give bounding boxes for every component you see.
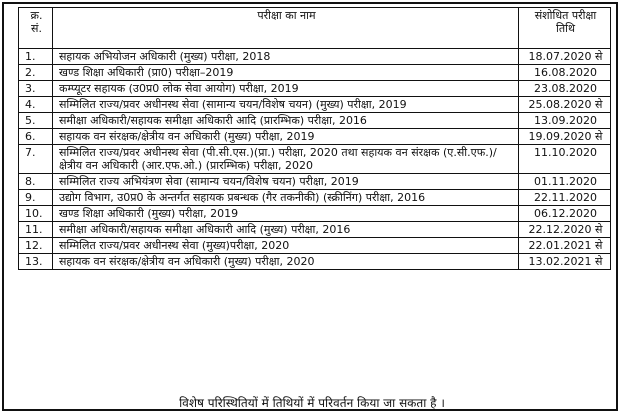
row-exam-name: सहायक वन संरक्षक/क्षेत्रीय वन अधिकारी (मुख्य) परीक्षा, 2020 <box>53 254 519 270</box>
header-sno: क्र. सं. <box>19 8 53 49</box>
footnote: विशेष परिस्थितियों में तिथियों में परिवर्तन किया जा सकता है । <box>179 396 445 410</box>
table-row <box>19 238 611 254</box>
table-row <box>19 254 611 270</box>
row-exam-name: सम्मिलित राज्य/प्रवर अधीनस्थ सेवा (मुख्य)परीक्षा, 2020 <box>53 238 519 254</box>
row-sno: 8. <box>19 174 53 190</box>
table-row <box>19 113 611 129</box>
header-revised-date: संशोधित परीक्षा तिथि <box>519 8 611 49</box>
row-exam-name: सहायक वन संरक्षक/क्षेत्रीय वन अधिकारी (मुख्य) परीक्षा, 2019 <box>53 129 519 145</box>
row-revised-date: 13.02.2021 से <box>519 254 611 270</box>
row-exam-name: सम्मिलित राज्य अभियंत्रण सेवा (सामान्य चयन/विशेष चयन) परीक्षा, 2019 <box>53 174 519 190</box>
row-sno: 9. <box>19 190 53 206</box>
row-revised-date: 23.08.2020 <box>519 81 611 97</box>
row-exam-name: समीक्षा अधिकारी/सहायक समीक्षा अधिकारी आदि (प्रारम्भिक) परीक्षा, 2016 <box>53 113 519 129</box>
row-exam-name: सम्मिलित राज्य/प्रवर अधीनस्थ सेवा (पी.सी.एस.)(प्रा.) परीक्षा, 2020 तथा सहायक वन संरक्षक (ए.सी.एफ.)/क्षेत्रीय वन अधिकारी (आर.एफ.ओ.) (प्रारम्भिक) परीक्षा, 2020 <box>53 145 519 174</box>
row-sno: 10. <box>19 206 53 222</box>
row-revised-date: 01.11.2020 <box>519 174 611 190</box>
row-sno: 12. <box>19 238 53 254</box>
row-exam-name: खण्ड शिक्षा अधिकारी (मुख्य) परीक्षा, 2019 <box>53 206 519 222</box>
table-row <box>19 206 611 222</box>
row-revised-date: 11.10.2020 <box>519 145 611 174</box>
table-row <box>19 145 611 174</box>
row-sno: 5. <box>19 113 53 129</box>
row-sno: 6. <box>19 129 53 145</box>
table-row <box>19 174 611 190</box>
row-exam-name: सम्मिलित राज्य/प्रवर अधीनस्थ सेवा (सामान्य चयन/विशेष चयन) (मुख्य) परीक्षा, 2019 <box>53 97 519 113</box>
table-header-row <box>19 8 611 49</box>
table-row <box>19 190 611 206</box>
row-exam-name: खण्ड शिक्षा अधिकारी (प्रा0) परीक्षा–2019 <box>53 65 519 81</box>
row-sno: 4. <box>19 97 53 113</box>
document-frame <box>2 2 618 411</box>
row-sno: 11. <box>19 222 53 238</box>
table-row <box>19 222 611 238</box>
table-row <box>19 65 611 81</box>
row-revised-date: 22.01.2021 से <box>519 238 611 254</box>
header-exam-name: परीक्षा का नाम <box>53 8 519 49</box>
row-sno: 7. <box>19 145 53 174</box>
row-revised-date: 18.07.2020 से <box>519 49 611 65</box>
row-revised-date: 19.09.2020 से <box>519 129 611 145</box>
table-row <box>19 81 611 97</box>
row-revised-date: 25.08.2020 से <box>519 97 611 113</box>
row-exam-name: कम्प्यूटर सहायक (उ0प्र0 लोक सेवा आयोग) परीक्षा, 2019 <box>53 81 519 97</box>
row-exam-name: सहायक अभियोजन अधिकारी (मुख्य) परीक्षा, 2018 <box>53 49 519 65</box>
row-sno: 2. <box>19 65 53 81</box>
exam-schedule-table <box>18 7 611 270</box>
row-exam-name: समीक्षा अधिकारी/सहायक समीक्षा अधिकारी आदि (मुख्य) परीक्षा, 2016 <box>53 222 519 238</box>
row-revised-date: 22.12.2020 से <box>519 222 611 238</box>
row-exam-name: उद्योग विभाग, उ0प्र0 के अन्तर्गत सहायक प्रबन्धक (गैर तकनीकी) (स्क्रीनिंग) परीक्षा, 2016 <box>53 190 519 206</box>
table-row <box>19 129 611 145</box>
row-revised-date: 16.08.2020 <box>519 65 611 81</box>
row-revised-date: 06.12.2020 <box>519 206 611 222</box>
table-row <box>19 49 611 65</box>
row-revised-date: 13.09.2020 <box>519 113 611 129</box>
row-sno: 1. <box>19 49 53 65</box>
table-row <box>19 97 611 113</box>
row-sno: 3. <box>19 81 53 97</box>
row-revised-date: 22.11.2020 <box>519 190 611 206</box>
row-sno: 13. <box>19 254 53 270</box>
